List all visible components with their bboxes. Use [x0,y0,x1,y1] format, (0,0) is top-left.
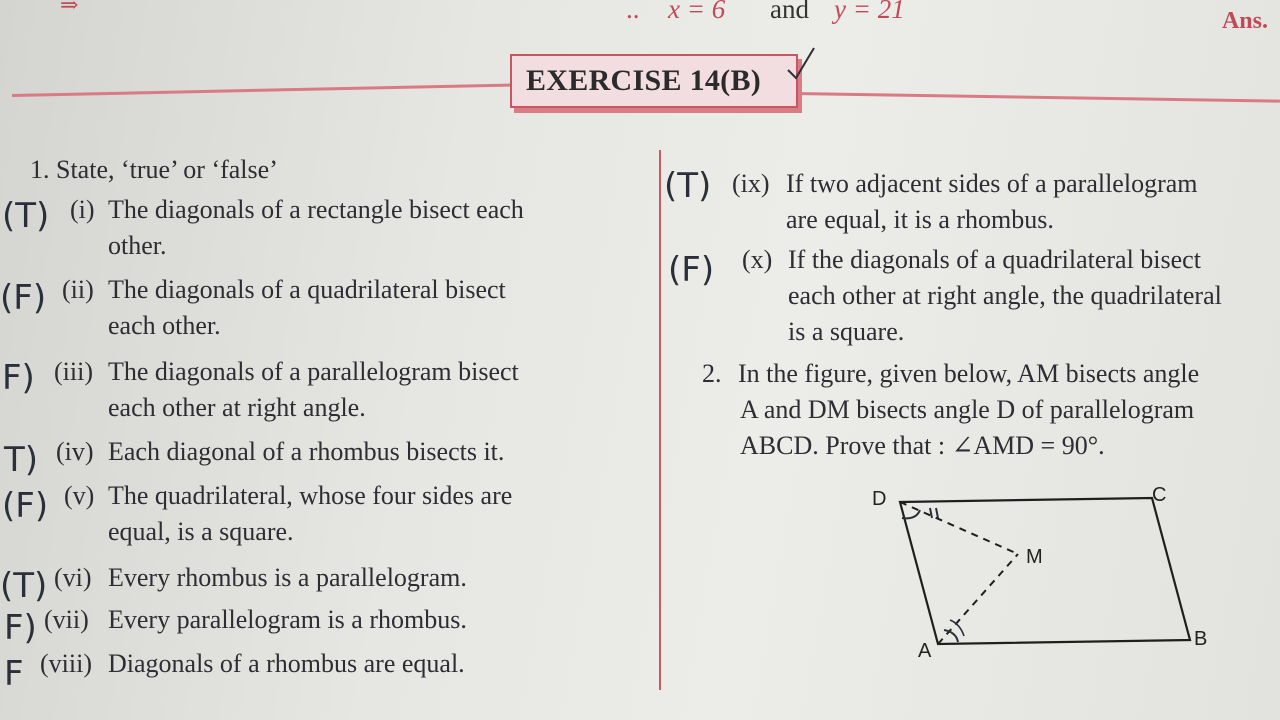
item-viii-line1: Diagonals of a rhombus are equal. [108,649,465,678]
and-text: and [770,0,809,24]
question-2-line2: A and DM bisects angle D of parallelogram [740,395,1195,424]
item-vii-roman: (vii) [44,605,89,634]
handwritten-mark-v: (F) [2,486,49,526]
heading-rule-right [794,92,1280,103]
segment-am [938,554,1018,644]
exercise-title-box [510,54,798,108]
item-ii-roman: (ii) [62,275,94,304]
segment-dm [900,502,1018,554]
item-v-line2: equal, is a square. [108,517,294,546]
item-vi-roman: (vi) [54,563,92,592]
item-i-line1: The diagonals of a rectangle bisect each [108,195,524,224]
handwritten-mark-ii: (F) [0,278,47,318]
item-ix-line2: are equal, it is a rhombus. [786,205,1054,234]
y-equation [834,0,905,25]
y-equation-text: y = 21 [834,0,905,24]
item-ix-line1: If two adjacent sides of a parallelogram [786,169,1198,198]
arrow-icon: ⇒ [60,0,79,17]
angle-d-ticks [930,508,938,518]
handwritten-mark-iv: T) [4,440,39,480]
item-vii-line1: Every parallelogram is a rhombus. [108,605,467,634]
question-1-heading [30,152,278,188]
answer-label: Ans. [1221,8,1268,34]
vertex-label-a: A [918,640,932,662]
item-i-line2: other. [108,231,167,260]
parallelogram-abcd [900,498,1190,644]
point-label-m: M [1026,546,1043,568]
question-2-line3: ABCD. Prove that : ∠AMD = 90°. [740,431,1105,460]
item-iv-line1: Each diagonal of a rhombus bisects it. [108,437,505,466]
therefore-symbol: .. [626,0,640,24]
item-ii-line2: each other. [108,311,221,340]
item-x-line3: is a square. [788,317,905,346]
question-1-prompt: State, ‘true’ or ‘false’ [56,155,278,184]
item-x-line1: If the diagonals of a quadrilateral bisect [788,245,1201,274]
item-iii-roman: (iii) [54,357,93,386]
checkmark-icon [784,44,818,84]
x-equation [668,0,725,25]
item-v-line1: The quadrilateral, whose four sides are [108,481,513,510]
handwritten-mark-ix: (T) [664,166,712,206]
item-iii-line2: each other at right angle. [108,393,366,422]
vertex-label-d: D [872,488,887,510]
item-ix-roman: (ix) [732,169,770,198]
item-i-roman: (i) [70,195,95,224]
item-x-roman: (x) [742,245,773,274]
vertex-label-c: C [1152,484,1167,506]
item-iv-roman: (iv) [56,437,94,466]
column-divider [659,150,661,690]
item-ii-line1: The diagonals of a quadrilateral bisect [108,275,506,304]
question-2-number: 2. [702,359,722,388]
item-iii-line1: The diagonals of a parallelogram bisect [108,357,519,386]
handwritten-mark-vi: (T) [0,566,48,606]
item-x-line2: each other at right angle, the quadrilateral [788,281,1222,310]
exercise-title: EXERCISE 14(B) [526,64,762,97]
x-equation-text: x = 6 [668,0,726,24]
handwritten-mark-x: (F) [668,250,715,290]
handwritten-mark-vii: F) [4,608,37,648]
item-v-roman: (v) [64,481,95,510]
item-viii-roman: (viii) [40,649,92,678]
parallelogram-figure [860,480,1240,670]
angle-a-arc [944,630,958,642]
vertex-label-b: B [1194,628,1208,650]
handwritten-mark-i: (T) [2,196,50,236]
heading-rule-left [12,84,512,97]
handwritten-mark-iii: F) [2,358,35,398]
question-2-line1: In the figure, given below, AM bisects angle [738,359,1200,388]
item-vi-line1: Every rhombus is a parallelogram. [108,563,467,592]
handwritten-mark-viii: F [4,654,24,694]
question-1-number: 1. [30,155,50,184]
